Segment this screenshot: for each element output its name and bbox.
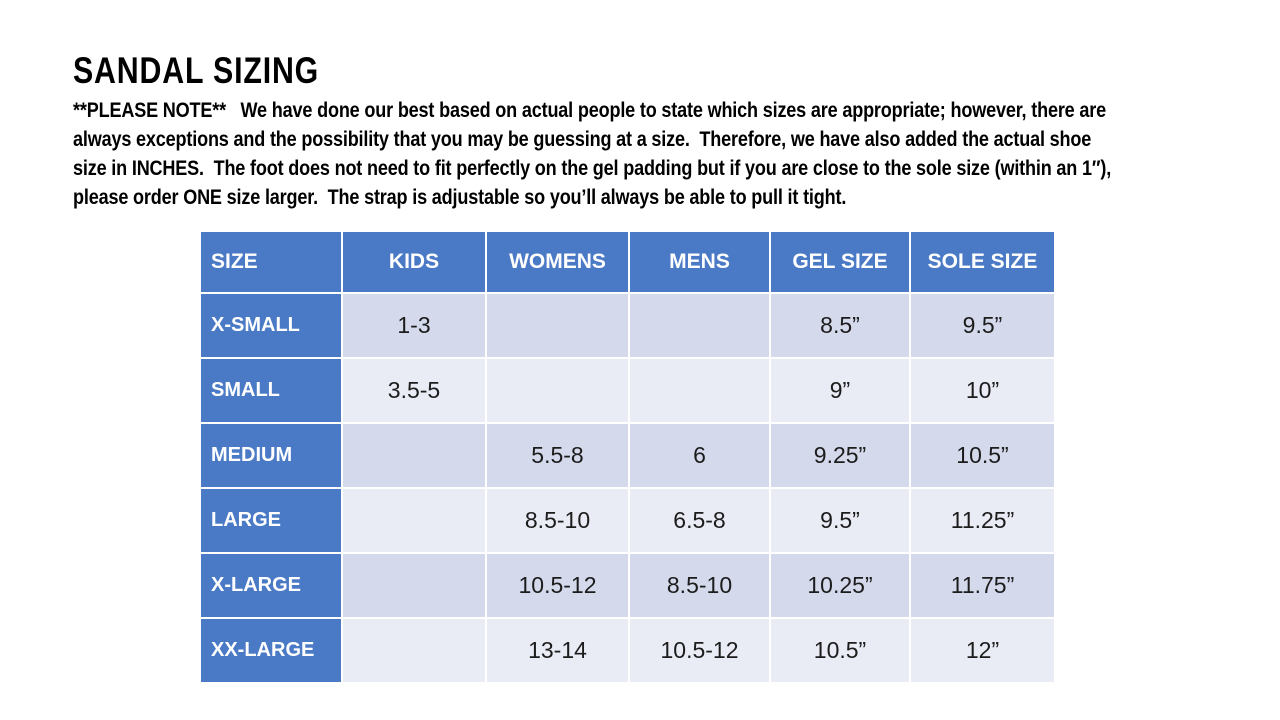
gel-size-cell: 10.25” bbox=[770, 553, 910, 618]
size-label-cell: MEDIUM bbox=[200, 423, 342, 488]
kids-cell bbox=[342, 553, 486, 618]
womens-cell: 13-14 bbox=[486, 618, 629, 683]
table-row bbox=[200, 423, 1055, 488]
sizing-table bbox=[199, 230, 1056, 684]
size-label-cell: X-LARGE bbox=[200, 553, 342, 618]
gel-size-cell: 8.5” bbox=[770, 293, 910, 358]
table-row bbox=[200, 358, 1055, 423]
size-label-cell: SMALL bbox=[200, 358, 342, 423]
note-line: always exceptions and the possibility that you may be guessing at a size. Therefore, we have also added the actual shoe bbox=[73, 128, 1092, 151]
column-header-mens: MENS bbox=[629, 231, 770, 293]
sole-size-cell: 10” bbox=[910, 358, 1055, 423]
sole-size-cell: 11.75” bbox=[910, 553, 1055, 618]
note-line: size in INCHES. The foot does not need to fit perfectly on the gel padding but if you are close to the sole size (within an 1″), bbox=[73, 157, 1112, 180]
mens-cell: 6.5-8 bbox=[629, 488, 770, 553]
sole-size-cell: 11.25” bbox=[910, 488, 1055, 553]
mens-cell: 6 bbox=[629, 423, 770, 488]
gel-size-cell: 9.25” bbox=[770, 423, 910, 488]
column-header-size: SIZE bbox=[200, 231, 342, 293]
column-header-kids: KIDS bbox=[342, 231, 486, 293]
womens-cell bbox=[486, 358, 629, 423]
note-line: please order ONE size larger. The strap is adjustable so you’ll always be able to pull it tight. bbox=[73, 186, 847, 209]
kids-cell bbox=[342, 618, 486, 683]
table-row bbox=[200, 488, 1055, 553]
gel-size-cell: 10.5” bbox=[770, 618, 910, 683]
kids-cell: 3.5-5 bbox=[342, 358, 486, 423]
size-label-cell: XX-LARGE bbox=[200, 618, 342, 683]
mens-cell: 10.5-12 bbox=[629, 618, 770, 683]
sole-size-cell: 10.5” bbox=[910, 423, 1055, 488]
table-row bbox=[200, 293, 1055, 358]
note-paragraph bbox=[73, 96, 1111, 212]
mens-cell bbox=[629, 293, 770, 358]
sole-size-cell: 12” bbox=[910, 618, 1055, 683]
sole-size-cell: 9.5” bbox=[910, 293, 1055, 358]
kids-cell bbox=[342, 488, 486, 553]
gel-size-cell: 9.5” bbox=[770, 488, 910, 553]
table-row bbox=[200, 618, 1055, 683]
gel-size-cell: 9” bbox=[770, 358, 910, 423]
womens-cell bbox=[486, 293, 629, 358]
note-line: **PLEASE NOTE** We have done our best based on actual people to state which sizes are appropriate; however, there are bbox=[73, 99, 1107, 122]
mens-cell: 8.5-10 bbox=[629, 553, 770, 618]
table-header-row bbox=[200, 231, 1055, 293]
table-row bbox=[200, 553, 1055, 618]
column-header-womens: WOMENS bbox=[486, 231, 629, 293]
column-header-gel-size: GEL SIZE bbox=[770, 231, 910, 293]
size-label-cell: X-SMALL bbox=[200, 293, 342, 358]
mens-cell bbox=[629, 358, 770, 423]
kids-cell: 1-3 bbox=[342, 293, 486, 358]
womens-cell: 5.5-8 bbox=[486, 423, 629, 488]
column-header-sole-size: SOLE SIZE bbox=[910, 231, 1055, 293]
size-label-cell: LARGE bbox=[200, 488, 342, 553]
womens-cell: 8.5-10 bbox=[486, 488, 629, 553]
kids-cell bbox=[342, 423, 486, 488]
page-title: SANDAL SIZING bbox=[73, 50, 320, 91]
womens-cell: 10.5-12 bbox=[486, 553, 629, 618]
